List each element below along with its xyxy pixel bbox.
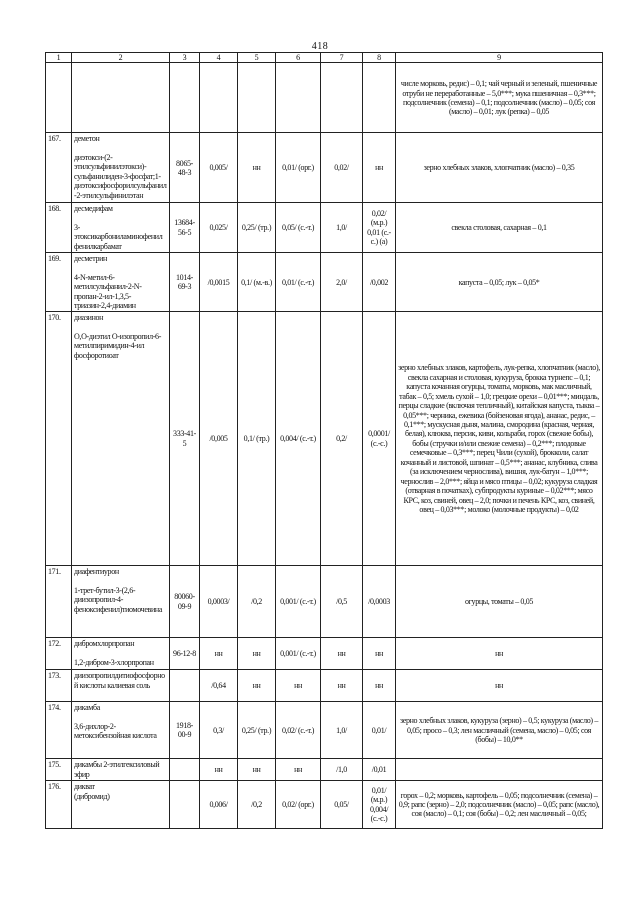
crops-residue-cell: свекла столовая, сахарная – 0,1 xyxy=(396,203,603,253)
value-c4: 0,3/ xyxy=(200,702,238,759)
substance-name xyxy=(72,253,170,312)
substance-common-name: дикамба xyxy=(74,703,100,713)
value-c5: 0,1/ (м.-в.) xyxy=(238,253,276,312)
value-c5: нн xyxy=(238,670,276,702)
value-c7: 1,0/ xyxy=(321,203,363,253)
value-c5: /0,2 xyxy=(238,781,276,829)
substance-chemical-name: 1,2-дибром-3-хлорпропан xyxy=(74,657,154,667)
substance-name xyxy=(72,203,170,253)
value-c7: 0,2/ xyxy=(321,312,363,566)
value-c7: /0,5 xyxy=(321,566,363,638)
substance-name xyxy=(72,133,170,203)
empty-cell xyxy=(170,63,200,133)
value-c3 xyxy=(170,759,200,781)
value-c7: 2,0/ xyxy=(321,253,363,312)
value-c5: нн xyxy=(238,133,276,203)
column-number-3: 3 xyxy=(170,53,200,63)
row-number: 176. xyxy=(46,781,72,829)
substance-common-name: дикват xyxy=(74,782,95,792)
spacer xyxy=(74,577,167,586)
value-c8: нн xyxy=(363,670,396,702)
column-number-9: 9 xyxy=(396,53,603,63)
value-c6: нн xyxy=(276,670,321,702)
value-c8: нн xyxy=(363,638,396,670)
value-c3: 1918-00-9 xyxy=(170,702,200,759)
substance-common-name: дикамбы 2-этилгексиловый эфир xyxy=(74,760,160,779)
value-c6: 0,05/ (с.-т.) xyxy=(276,203,321,253)
value-c6: нн xyxy=(276,759,321,781)
spacer xyxy=(74,713,167,722)
spacer xyxy=(74,144,167,153)
page-number: 418 xyxy=(311,41,329,52)
value-c4: нн xyxy=(200,638,238,670)
empty-cell xyxy=(72,63,170,133)
value-c8: 0,01/ xyxy=(363,702,396,759)
substance-common-name: диафентиурон xyxy=(74,567,119,577)
spacer xyxy=(74,264,167,273)
value-c8: 0,0001/ (с.-с.) xyxy=(363,312,396,566)
value-c3: 80060-09-9 xyxy=(170,566,200,638)
value-c3: 1014-69-3 xyxy=(170,253,200,312)
crops-residue-cell: горох – 0,2; морковь, картофель – 0,05; подсолнечник (семена) – 0,9; рапс (зерно) – 2,0; подсолнечник (масло) – 0,05; рапс (масло), соя (масло) – 0,1; соя (бобы) – 0,2; лен масличный – 0,05; xyxy=(396,781,603,829)
value-c8: 0,02/ (м.р.) 0,01 (с.-с.) (а) xyxy=(363,203,396,253)
value-c3: 96-12-8 xyxy=(170,638,200,670)
table-row xyxy=(46,203,603,253)
table-row xyxy=(46,312,603,566)
value-c7: нн xyxy=(321,670,363,702)
value-c4: 0,006/ xyxy=(200,781,238,829)
value-c6: 0,01/ (с.-т.) xyxy=(276,253,321,312)
table-row xyxy=(46,253,603,312)
value-c4: 0,025/ xyxy=(200,203,238,253)
spacer xyxy=(74,649,167,658)
empty-cell xyxy=(238,63,276,133)
value-c5: нн xyxy=(238,638,276,670)
empty-cell xyxy=(321,63,363,133)
value-c4: /0,005 xyxy=(200,312,238,566)
crops-residue-cell xyxy=(396,759,603,781)
substance-chemical-name: 3,6-дихлор-2-метоксибензойная кислота xyxy=(74,721,157,741)
empty-cell xyxy=(200,63,238,133)
substance-chemical-name: диэтокси-(2-этилсульфинилэтокси)-сульфанилиден-3-фосфат;1-диэтоксифосфорилсульфанил-2-этилсульфинилэтан xyxy=(74,152,167,200)
value-c6: 0,02/ (с.-т.) xyxy=(276,702,321,759)
column-numbers-row xyxy=(46,53,603,63)
value-c6: 0,001/ (с.-т.) xyxy=(276,566,321,638)
substance-common-name: диизопропилдитиофосфорной кислоты калиевая соль xyxy=(74,671,165,690)
substance-chemical-name: 4-N-метил-6-метилсульфанил-2-N-пропан-2-ил-1,3,5-триазин-2,4-диамин xyxy=(74,272,142,310)
table-row xyxy=(46,670,603,702)
value-c7: 0,02/ xyxy=(321,133,363,203)
value-c5: 0,1/ (тр.) xyxy=(238,312,276,566)
value-c4: 0,005/ xyxy=(200,133,238,203)
row-number: 172. xyxy=(46,638,72,670)
substance-name xyxy=(72,670,170,702)
value-c6: 0,01/ (орг.) xyxy=(276,133,321,203)
value-c6: 0,001/ (с.-т.) xyxy=(276,638,321,670)
column-number-8: 8 xyxy=(363,53,396,63)
value-c3 xyxy=(170,781,200,829)
value-c8: /0,01 xyxy=(363,759,396,781)
value-c4: нн xyxy=(200,759,238,781)
column-number-5: 5 xyxy=(238,53,276,63)
continuation-row xyxy=(46,63,603,133)
crops-residue-cell: зерно хлебных злаков, кукуруза (зерно) – 0,5; кукуруза (масло) – 0,05; просо – 0,3; лен масличный (семена, масло) – 0,05; соя (бобы) – 10,0** xyxy=(396,702,603,759)
substance-common-name: диазинон xyxy=(74,313,104,323)
value-c6: 0,004/ (с.-т.) xyxy=(276,312,321,566)
substance-common-name: десметрин xyxy=(74,254,107,264)
empty-cell xyxy=(276,63,321,133)
substance-common-name: дибромхлорпропан xyxy=(74,639,135,649)
value-c5: 0,25/ (тр.) xyxy=(238,203,276,253)
row-number: 168. xyxy=(46,203,72,253)
regulations-table xyxy=(45,52,603,829)
crops-residue-cell: капуста – 0,05; лук – 0,05* xyxy=(396,253,603,312)
table-row xyxy=(46,702,603,759)
spacer xyxy=(74,323,167,332)
row-number: 171. xyxy=(46,566,72,638)
substance-name xyxy=(72,759,170,781)
column-number-6: 6 xyxy=(276,53,321,63)
crops-residue-cell: огурцы, томаты – 0,05 xyxy=(396,566,603,638)
value-c3: 13684-56-5 xyxy=(170,203,200,253)
row-number: 167. xyxy=(46,133,72,203)
crops-residue-cell: зерно хлебных злаков, картофель, лук-репка, хлопчатник (масло), свекла сахарная и столовая, кукуруза, брокка турнепс – 0,1; капуста кочанная огурцы, томаты, морковь, мак масличный, табак – 0,5; хмель сухой – 1,0; грецкие орехи – 0,01***; миндаль, перцы сладкие (включая тепличный), китайская капуста, тыква – 0,05***; черника, ежевика (бойзеновая ягода), ананас, редис, – 0,1***; мускусная дыня, малина, смородина (красная, черная, белая), клюква, персик, киви, кольраби, горох (свежие бобы), бобы (стручки и/или свежие семена) – 0,2***; плодовые семечковые – 0,3***; перец Чили (сухой), брокколи, салат кочанный и листовой, шпинат – 0,5***; ананас, клубника, слива (за исключением чернослива), вишня, лук-батун – 1,0***; чернослив – 2,0***; яйца и мясо птицы – 0,02; кукуруза сладкая (отварная в початках), субпродукты куриные – 0,02***; мясо КРС, коз, свиней, овец – 2,0; почки и печень КРС, коз, свиней, овец – 0,03***; молоко (молочные продукты) – 0,02 xyxy=(396,312,603,566)
value-c7: 1,0/ xyxy=(321,702,363,759)
column-number-1: 1 xyxy=(46,53,72,63)
value-c3 xyxy=(170,670,200,702)
substance-common-name: деметон xyxy=(74,134,100,144)
substance-chemical-name: 3-этоксикарбониламинофенил фенилкарбамат xyxy=(74,222,163,251)
column-number-2: 2 xyxy=(72,53,170,63)
value-c4: /0,0015 xyxy=(200,253,238,312)
empty-cell xyxy=(46,63,72,133)
value-c8: нн xyxy=(363,133,396,203)
table-row xyxy=(46,566,603,638)
table-row xyxy=(46,781,603,829)
table-row xyxy=(46,759,603,781)
substance-chemical-name: 1-трет-бутил-3-(2,6-диизопропил-4-феноксифенил)тиомочевина xyxy=(74,585,163,614)
row-number: 174. xyxy=(46,702,72,759)
value-c7: нн xyxy=(321,638,363,670)
column-number-7: 7 xyxy=(321,53,363,63)
row-number: 175. xyxy=(46,759,72,781)
substance-chemical-name: O,O-диэтил O-изопропил-6-метилпиримидин-4-ил фосфоротиоат xyxy=(74,331,162,360)
value-c4: 0,0003/ xyxy=(200,566,238,638)
value-c3: 8065-48-3 xyxy=(170,133,200,203)
value-c8: /0,0003 xyxy=(363,566,396,638)
value-c8: 0,01/ (м.р.) 0,004/ (с.-с.) xyxy=(363,781,396,829)
table-row xyxy=(46,638,603,670)
value-c6: 0,02/ (орг.) xyxy=(276,781,321,829)
column-number-4: 4 xyxy=(200,53,238,63)
value-c5: /0,2 xyxy=(238,566,276,638)
substance-name xyxy=(72,638,170,670)
substance-name xyxy=(72,702,170,759)
row-number: 173. xyxy=(46,670,72,702)
value-c5: нн xyxy=(238,759,276,781)
table-row xyxy=(46,133,603,203)
substance-name xyxy=(72,312,170,566)
value-c7: 0,05/ xyxy=(321,781,363,829)
crops-residue-cell: зерно хлебных злаков, хлопчатник (масло) – 0,35 xyxy=(396,133,603,203)
value-c4: /0,64 xyxy=(200,670,238,702)
substance-name xyxy=(72,566,170,638)
crops-residue-cell: нн xyxy=(396,638,603,670)
empty-cell xyxy=(363,63,396,133)
crops-residue-cell: числе морковь, редис) – 0,1; чай черный и зеленый, пшеничные отруби не переработанные – 5,0***; мука пшеничная – 0,3***; подсолнечник (семена) – 0,1; подсолнечник (масло) – 0,05; соя (масло) – 0,01; лук (репка) – 0,05 xyxy=(396,63,603,133)
substance-name xyxy=(72,781,170,829)
row-number: 170. xyxy=(46,312,72,566)
value-c5: 0,25/ (тр.) xyxy=(238,702,276,759)
substance-common-name: десмедифам xyxy=(74,204,113,214)
value-c7: /1,0 xyxy=(321,759,363,781)
spacer xyxy=(74,214,167,223)
substance-common-name: (дибромид) xyxy=(74,791,110,801)
row-number: 169. xyxy=(46,253,72,312)
value-c8: /0,002 xyxy=(363,253,396,312)
crops-residue-cell: нн xyxy=(396,670,603,702)
value-c3: 333-41-5 xyxy=(170,312,200,566)
